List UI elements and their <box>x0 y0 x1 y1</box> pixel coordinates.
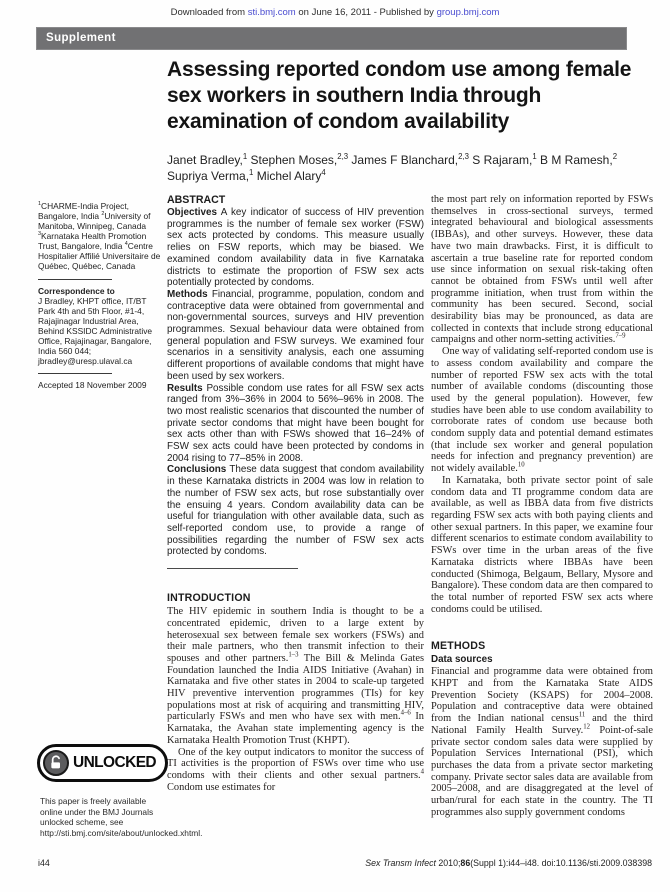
abstract-section-text: These data suggest that condom availability in these Karnataka districts in 2004 was low in relation to the number of FSW sex acts, but rose substantially over the ensuing 4 years. Condom availability data can be useful for triangulation with other available data, such as self-reported condom use, to provide a range of possibilities regarding the number of FSW sex acts protected by condoms. <box>167 464 424 558</box>
citation <box>365 858 652 868</box>
page-number: i44 <box>38 858 50 868</box>
correspondence-address: J Bradley, KHPT office, IT/BT Park 4th and 5th Floor, #1-4, Rajajinagar Industrial Area, Behind KSSIDC Administrative Office, Rajajinagar, Bangalore, India 560 044; jbradley@uresp.ulaval.ca <box>38 295 153 367</box>
abstract-section-text: A key indicator of success of HIV prevention programmes is the number of female sex worker (FSW) sex acts protected by condoms. This measure usually relies on FSW reports, which may be biased. We examined condom availability data in five Karnataka districts to estimate the proportion of FSW sex acts potentially protected by condoms. <box>167 207 424 289</box>
citation-mid: 2010; <box>435 858 461 868</box>
supplement-banner: Supplement <box>36 27 627 50</box>
abstract-section-label: Objectives <box>167 207 217 218</box>
author-name: James F Blanchard, <box>348 153 459 167</box>
introduction-heading: INTRODUCTION <box>167 592 251 605</box>
open-lock-icon <box>43 750 69 776</box>
abstract-results <box>167 383 424 465</box>
unlocked-note: This paper is freely available online under the BMJ Journals unlocked scheme, see http://sti.bmj.com/site/about/unlocked.xhtml. <box>40 796 203 838</box>
download-middle: on June 16, 2011 - Published by <box>295 7 437 18</box>
author-name: Supriya Verma, <box>167 168 250 183</box>
author-name: Stephen Moses, <box>247 153 338 167</box>
margin-sidebar <box>38 201 162 390</box>
download-banner <box>0 7 670 18</box>
abstract-section-label: Conclusions <box>167 464 227 476</box>
body-paragraph: One way of validating self-reported condom use is to assess condom availability and compare the number of reported FSW sex acts with the total number of available condoms (discounting those used by the general population). However, few studies have been able to use condom availability to corroborate rates of condom use because both condom supply data and potential demand estimates (that include sex worker and general population needs for infection and pregnancy prevention) are not widely available.$^{10}$ <box>431 346 653 475</box>
article-title: Assessing reported condom use among female sex workers in southern India through examination of condom availability <box>167 58 632 133</box>
abstract-end-rule <box>167 568 298 569</box>
unlocked-pill <box>37 744 168 782</box>
citation-tail: (Suppl 1):i44–i48. doi:10.1136/sti.2009.038398 <box>470 858 652 868</box>
methods-heading: METHODS <box>431 640 486 653</box>
abstract-methods <box>167 289 424 383</box>
abstract-heading: ABSTRACT <box>167 194 226 206</box>
right-column <box>431 194 653 818</box>
abstract-section-text: Possible condom use rates for all FSW sex acts ranged from 3%–36% in 2004 to 56%–96% in 2008. The two most realistic scenarios that discounted the number of private sector condoms that might have been bought for sex acts other than with FSWs showed that 16–24% of FSW sex acts could have been protected by condoms in 2004 rising to 77–85% in 2008. <box>167 382 424 464</box>
intro-paragraph: One of the key output indicators to monitor the success of TI activities is the proportion of FSWs over time who use condoms with their clients and other sexual partners.$^4$ Condom use estimates for <box>167 746 424 793</box>
author-affil-sup: 4 <box>321 167 326 177</box>
abstract-section-label: Methods <box>167 288 208 300</box>
author-affil-sup: 1 <box>249 167 254 177</box>
author-list <box>167 153 657 185</box>
author-name: B M Ramesh, <box>536 153 613 167</box>
correspondence-heading: Correspondence to <box>38 285 115 296</box>
abstract-conclusions <box>167 464 424 558</box>
abstract-section-text: Financial, programme, population, condom and contraceptive data were obtained from governmental and non-governmental sources, surveys and HIV prevention programmes. Sexual behaviour data were obtained from general population and FSW surveys. We examined four scenarios in a sensitivity analysis, each one assuming different proportions of available condoms that might have been used by sex workers. <box>167 288 424 382</box>
citation-journal: Sex Transm Infect <box>365 858 436 868</box>
intro-paragraph: The HIV epidemic in southern India is thought to be a concentrated epidemic, driven to a large extent by heterosexual sex between female sex workers (FSWs) and their male partners, who then transmit infection to their spouses and other partners.$^{1-3}$ The Bill & Melinda Gates Foundation launched the India AIDS Initiative (Avahan) in Karnataka and five other states in 2004 to scale-up targeted HIV preventive intervention programmes (TIs) for key populations most at risk of acquiring and transmitting HIV, particularly FSWs and men who have sex with men.$^{4-6}$ In Karnataka, the Avahan state implementing agency is the Karnataka Health Promotion Trust (KHPT). <box>167 606 424 746</box>
download-prefix: Downloaded from <box>170 7 248 18</box>
author-affil-sup: 2,3 <box>458 152 469 161</box>
body-paragraph: In Karnataka, both private sector point of sale condom data and TI programme condom data are available, as well as IBBA data from five districts regarding FSW sex acts with both paying clients and other sexual partners. In this paper, we examine four different scenarios to estimate condom availability to FSWs over time in the urban areas of the five Karnataka districts where IBBAs have been conducted (Shimoga, Belgaum, Bellary, Mysore and Bangalore). These condom data are then compared to the total number of reported FSW sex acts where condoms could be utilised. <box>431 474 653 615</box>
author-affil-sup: 2,3 <box>337 152 349 161</box>
author-name: Janet Bradley, <box>167 153 243 167</box>
methods-paragraph: Financial and programme data were obtained from KHPT and from the Karnataka State AIDS Prevention Society (KSAPS) for 2004–2008. Population and contraceptive data were obtained from the Indian national census$^{11}$ and the third National Family Health Survey.$^{12}$ Point-of-sale private sector condom sales data were supplied by Population Services International (PSI), which purchases the data from a private sector marketing company. Private sector sales data are available from 2005–2008, and are disaggregated at the level of urban/rural for each state in the country. The TI programmes also supply government condoms <box>431 666 654 818</box>
unlocked-label: UNLOCKED <box>73 754 157 771</box>
author-name: Michel Alary <box>253 168 322 183</box>
affiliations: $^1$CHARME-India Project, Bangalore, India $^2$University of Manitoba, Winnipeg, Canada $^3$Karnataka Health Promotion Trust, Bangalore, India $^4$Centre Hospitalier Affilié Universitaire de Québec, Québec, Canada <box>38 201 161 272</box>
left-column <box>167 194 424 793</box>
sidebar-divider <box>38 373 112 374</box>
citation-volume: 86 <box>460 858 471 868</box>
data-sources-heading: Data sources <box>431 654 493 666</box>
accepted-date: Accepted 18 November 2009 <box>38 380 147 391</box>
abstract-objectives <box>167 207 424 289</box>
group-bmj-link[interactable]: group.bmj.com <box>436 7 500 18</box>
body-paragraph: the most part rely on information reported by FSWs themselves in cross-sectional surveys, termed integrated behavioural and biological assessments (IBBAs), and other surveys. However, these data have two main drawbacks. First, it is difficult to ascertain a true baseline rate for reported condom use since information on sexual risk-taking often cannot be obtained from FSWs until well after programme initiation, when trust from within the community has been secured. Second, social desirability bias may be pronounced, as data are collected in contexts that include strong educational campaigns and other norm-setting activities.$^{7-9}$ <box>431 194 653 346</box>
sidebar-divider <box>38 279 112 280</box>
sti-bmj-link[interactable]: sti.bmj.com <box>247 7 296 18</box>
author-name: S Rajaram, <box>468 153 533 167</box>
author-affil-sup: 1 <box>532 152 537 161</box>
author-affil-sup: 2 <box>612 152 618 161</box>
author-affil-sup: 1 <box>242 152 248 161</box>
unlocked-badge <box>37 744 163 782</box>
abstract-section-label: Results <box>167 382 203 394</box>
